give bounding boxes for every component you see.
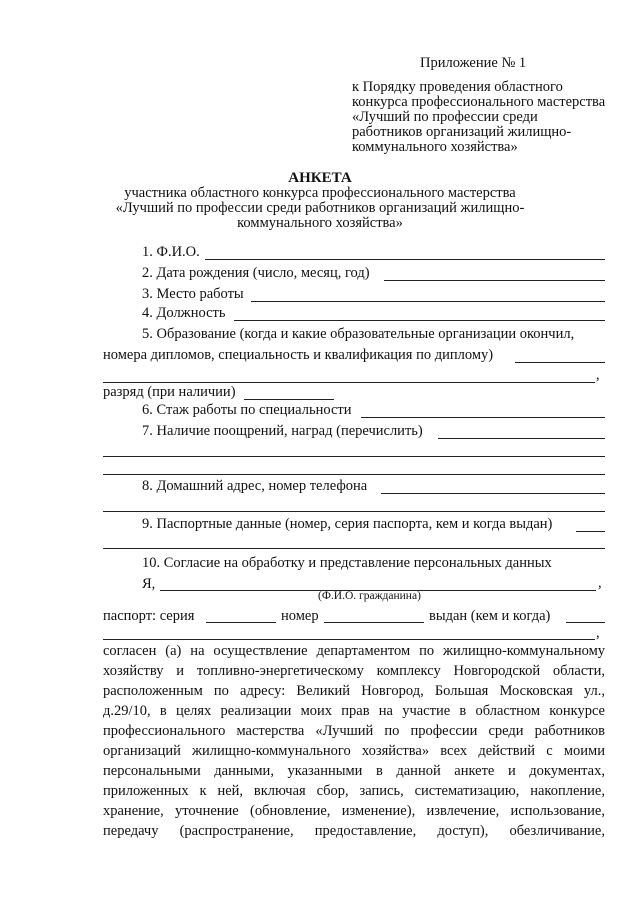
passport-issued-field-line[interactable] <box>103 639 595 640</box>
appendix-number: Приложение № 1 <box>420 55 527 71</box>
consent-text-line: организаций жилищно-коммунального хозяйства» всех действий с моими <box>103 743 605 759</box>
awards-field-line[interactable] <box>103 456 605 457</box>
passport-series-label: паспорт: серия <box>103 608 195 624</box>
passport-issued-label: выдан (кем и когда) <box>429 608 551 624</box>
consent-text-line: приложенных к ней, включая сбор, запись, систематизацию, накопление, <box>103 783 605 799</box>
awards-field[interactable] <box>438 438 605 439</box>
address-label: 8. Домашний адрес, номер телефона <box>142 478 368 494</box>
consent-text-line: расположенным по адресу: Великий Новгород, Большая Московская ул., <box>103 683 605 699</box>
passport-number-field[interactable] <box>324 622 424 623</box>
position-field[interactable] <box>234 320 605 321</box>
address-field[interactable] <box>381 493 605 494</box>
grade-label: разряд (при наличии) <box>103 384 236 400</box>
fio-field[interactable] <box>205 259 605 260</box>
consent-text-line: хранение, уточнение (обновление, изменение), извлечение, использование, <box>103 803 605 819</box>
experience-field[interactable] <box>361 417 605 418</box>
address-field-line[interactable] <box>103 511 605 512</box>
consent-i-label: Я, <box>142 576 156 592</box>
passport-comma: , <box>596 625 600 641</box>
consent-fio-comma: , <box>598 575 602 591</box>
consent-text-line: хозяйству и топливно-энергетическому комплексу Новгородской области, <box>103 663 605 679</box>
passport-data-field-line[interactable] <box>103 548 605 549</box>
passport-data-label: 9. Паспортные данные (номер, серия паспорта, кем и когда выдан) <box>142 516 553 532</box>
appendix-line: «Лучший по профессии среди <box>352 109 538 125</box>
subtitle-line: «Лучший по профессии среди работников организаций жилищно- <box>115 200 525 216</box>
passport-data-field[interactable] <box>576 531 605 532</box>
position-label: 4. Должность <box>142 305 226 321</box>
passport-number-label: номер <box>281 608 319 624</box>
experience-label: 6. Стаж работы по специальности <box>142 402 352 418</box>
work-place-label: 3. Место работы <box>142 286 244 302</box>
grade-field[interactable] <box>244 399 334 400</box>
consent-text-line: согласен (а) на осуществление департаментом по жилищно-коммунальному <box>103 643 605 659</box>
consent-text-line: д.29/10, в целях реализации моих прав на участие в областном конкурсе <box>103 703 605 719</box>
passport-issued-field[interactable] <box>566 622 605 623</box>
education-label: 5. Образование (когда и какие образовательные организации окончил, <box>142 326 575 342</box>
consent-text-line: передачу (распространение, предоставление, доступ), обезличивание, <box>103 823 605 839</box>
subtitle-line: коммунального хозяйства» <box>237 215 403 231</box>
appendix-block <box>352 56 612 155</box>
awards-field-line[interactable] <box>103 474 605 475</box>
birth-date-label: 2. Дата рождения (число, месяц, год) <box>142 265 370 281</box>
passport-series-field[interactable] <box>206 622 276 623</box>
appendix-line: работников организаций жилищно- <box>352 124 572 140</box>
awards-label: 7. Наличие поощрений, наград (перечислить) <box>142 423 423 439</box>
consent-text-line: персональными данными, указанными в данной анкете и документах, <box>103 763 605 779</box>
education-field[interactable] <box>515 362 605 363</box>
appendix-line: коммунального хозяйства» <box>352 139 518 155</box>
fio-caption: (Ф.И.О. гражданина) <box>318 590 421 602</box>
fio-label: 1. Ф.И.О. <box>142 244 200 260</box>
appendix-line: конкурса профессионального мастерства <box>352 94 606 110</box>
form-subtitle <box>0 186 640 231</box>
consent-text-line: профессионального мастерства «Лучший по профессии среди работников <box>103 723 605 739</box>
consent-heading: 10. Согласие на обработку и представление персональных данных <box>142 555 552 571</box>
subtitle-line: участника областного конкурса профессионального мастерства <box>124 185 516 201</box>
form-title: АНКЕТА <box>288 170 352 186</box>
education-label-cont: номера дипломов, специальность и квалификация по диплому) <box>103 347 494 363</box>
appendix-line: к Порядку проведения областного <box>352 79 563 95</box>
work-place-field[interactable] <box>251 301 605 302</box>
birth-date-field[interactable] <box>384 280 605 281</box>
education-comma: , <box>596 367 600 383</box>
